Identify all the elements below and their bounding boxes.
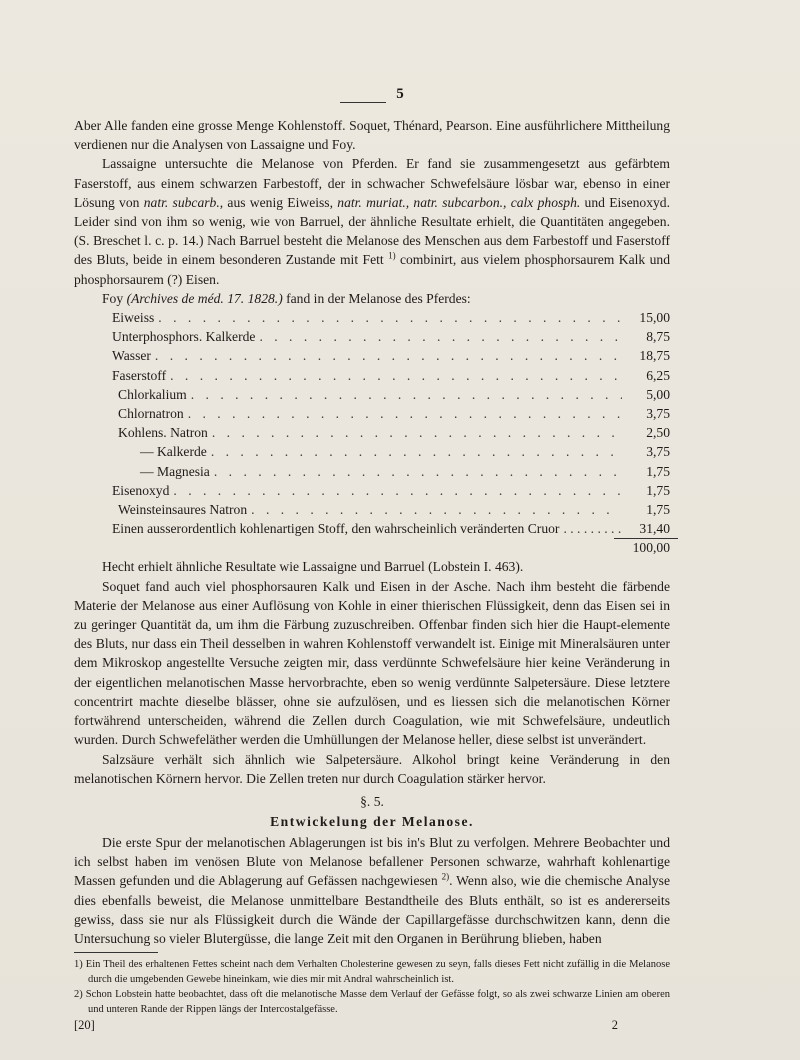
row-value: 8,75 <box>646 329 670 345</box>
leader-dots <box>211 442 622 461</box>
paragraph-foy-citation: (Archives de méd. 17. 1828.) <box>126 290 283 306</box>
paragraph-hecht: Hecht erhielt ähnliche Resultate wie Lassaigne und Barruel (Lobstein I. 463). <box>102 559 524 575</box>
row-label: Kohlens. Natron <box>118 425 208 441</box>
row-value: 6,25 <box>646 367 670 383</box>
row-value: 1,75 <box>646 482 670 498</box>
leader-dots <box>158 308 622 327</box>
paragraph-foy <box>74 289 670 308</box>
paragraph-lassaigne-text-a: Lassaigne untersuchte die Melanose von Pferden. Er fand sie zusammengesetzt aus gefärbtem Faserstoff, aus einem schwarzen Farbestoff, der in schwacher Schwefelsäure lösbar war, ebenso in einer Lösung von <box>74 156 670 210</box>
table-row <box>74 346 670 365</box>
analysis-table <box>74 308 670 557</box>
page-number: 5 <box>396 86 404 102</box>
row-value: 2,50 <box>646 425 670 441</box>
row-label: — Kalkerde <box>140 444 207 460</box>
paragraph-entwickelung <box>74 833 670 948</box>
leader-dots <box>173 481 622 500</box>
row-value: 1,75 <box>646 502 670 518</box>
row-value: 5,00 <box>646 386 670 402</box>
row-value: 3,75 <box>646 406 670 422</box>
row-label: Chlorkalium <box>118 386 187 402</box>
leader-dots <box>259 327 622 346</box>
leader-dots <box>188 404 622 423</box>
footer-plate-number: [20] <box>74 1018 95 1033</box>
row-label: Eiweiss <box>112 310 155 326</box>
paragraph-intro: Aber Alle fanden eine grosse Menge Kohlenstoff. Soquet, Thénard, Pearson. Eine ausführlichere Mittheilung verdienen nur die Analysen von Lassaigne und Foy. <box>74 118 670 153</box>
row-value: 3,75 <box>646 444 670 460</box>
paragraph-entwickelung-text-b: . Wenn also, wie die chemische Analyse dies ebenfalls beweist, die Melanose unmittelbare Bestandtheile des Bluts enthält, so ist es andererseits gewiss, dass sie nur als Flüssigkeit durch die Wände der Capillargefässe durchschwitzen kann, denn die Untersuchung so vieler Blutergüsse, die lange Zeit mit den Organen in Berührung blieben, haben <box>74 873 671 946</box>
table-row <box>74 404 670 423</box>
paragraph-lassaigne <box>74 154 670 288</box>
table-row <box>74 385 670 404</box>
paragraph-lassaigne-text-d: combinirt, aus vielem phosphorsaurem Kalk und phosphorsaurem (?) Eisen. <box>74 252 670 287</box>
leader-dots <box>170 366 622 385</box>
leader-dots <box>212 423 622 442</box>
page-number-rule <box>340 102 386 103</box>
section-title: Entwickelung der Melanose. <box>270 813 474 829</box>
table-total <box>74 538 670 557</box>
table-row <box>74 500 670 519</box>
leader-dots <box>251 500 622 519</box>
row-label: Wasser <box>112 348 151 364</box>
paragraph-entwickelung-text-a: Die erste Spur der melanotischen Ablagerungen ist bis in's Blut zu verfolgen. Mehrere Beobachter und ich selbst haben im venösen Blute von Melanose befallener Personen schwarze, wahrhaft kohlenartige Massen gefunden und die Ablagerung auf Gefässen nachgewiesen <box>74 834 670 889</box>
leader-dots <box>191 385 622 404</box>
table-row <box>74 519 670 538</box>
row-label: Chlornatron <box>118 406 184 422</box>
total-value: 100,00 <box>614 538 678 557</box>
paragraph-soquet: Soquet fand auch viel phosphorsauren Kalk und Eisen in der Asche. Nach ihm besteht die färbende Materie der Melanose aus einer Auflösung von Kohle in einer thierischen Flüssigkeit, denn das Eisen sei in zu geringer Quantität da, um ihm die Färbung zuzuschreiben. Offenbar finden sich hier die Haupt-elemente des Bluts, nur dass ein Theil desselben in wahren Kohlenstoff verwandelt ist. Einige mit Mineralsäuren unter dem Mikroskop angestellte Versuche zeigten mir, dass verdünnte Schwefelsäure hier keine Veränderung in der eigentlichen melanotischen Masse hervorbrachte, eben so wenig verdünnte Salpetersäure. Diese letztere concentrirt machte dieselbe blässer, ohne sie aufzulösen, und es liessen sich die melanotischen Körner fortwährend unterscheiden, während die Zellen durch Coagulation, wie mit Schwefelsäure, undeutlich wurden. Durch Schwefeläther werden die Umhüllungen der Melanose heller, diese selbst ist unverändert. <box>74 578 670 748</box>
leader-dots <box>563 519 622 538</box>
paragraph-salzsaeure: Salzsäure verhält sich ähnlich wie Salpetersäure. Alkohol bringt keine Veränderung in den melanotischen Körnern hervor. Die Zellen treten nur durch Coagulation stärker hervor. <box>74 751 670 786</box>
row-label: Weinsteinsaures Natron <box>118 502 248 518</box>
row-label: Unterphosphors. Kalkerde <box>112 329 256 345</box>
footnote-rule <box>74 952 158 953</box>
section-number: §. 5. <box>360 793 384 809</box>
row-label: Faserstoff <box>112 367 167 383</box>
table-row <box>74 366 670 385</box>
paragraph-foy-text-b: fand in der Melanose des Pferdes: <box>282 290 471 306</box>
row-value: 1,75 <box>646 463 670 479</box>
leader-dots <box>214 462 622 481</box>
row-label: — Magnesia <box>140 463 210 479</box>
paragraph-lassaigne-italic-b: natr. muriat., natr. subcarbon., calx phosph. <box>337 194 581 210</box>
paragraph-foy-text-a: Foy <box>102 290 127 306</box>
footnote-2: 2) Schon Lobstein hatte beobachtet, dass oft die melanotische Masse dem Verlauf der Gefässe folgt, so als zwei schwarze Linien am oberen und unteren Rande der Rippen längs der Intercostalgefässe. <box>74 989 670 1016</box>
table-row <box>74 481 670 500</box>
footnote-ref-2: 2) <box>441 871 450 882</box>
page-body <box>74 116 670 1033</box>
row-value: 31,40 <box>639 521 670 537</box>
paragraph-lassaigne-text-b: , aus wenig Eiweiss, <box>219 194 338 210</box>
row-label: Eisenoxyd <box>112 482 170 498</box>
table-row <box>74 462 670 481</box>
row-value: 15,00 <box>639 310 670 326</box>
table-row <box>74 308 670 327</box>
page-footer <box>74 1018 670 1033</box>
row-label: Einen ausserordentlich kohlenartigen Stoff, den wahrscheinlich veränderten Cruor <box>112 521 560 537</box>
table-row <box>74 327 670 346</box>
footnote-1: 1) Ein Theil des erhaltenen Fettes scheint nach dem Verhalten Cholesterine gewesen zu seyn, falls dieses Fett nicht zufällig in die Melanose durch die umgebenden Gewebe hineinkam, wie dies mir mit Andral wahrscheinlich ist. <box>74 959 670 986</box>
paragraph-lassaigne-text-c: und Eisenoxyd. Leider sind von ihm so wenig, wie von Barruel, der ähnliche Resultate erhielt, die Quantitäten angegeben. (S. Breschet l. c. p. 14.) Nach Barruel besteht die Melanose des Menschen aus dem Farbestoff und Faserstoff des Bluts, beide in einem besonderen Zustande mit Fett <box>74 194 670 268</box>
row-value: 18,75 <box>639 348 670 364</box>
footnote-ref-1: 1) <box>388 250 396 261</box>
footer-signature-mark: 2 <box>611 1018 618 1033</box>
table-row <box>74 442 670 461</box>
leader-dots <box>155 346 622 365</box>
paragraph-lassaigne-italic-a: natr. subcarb. <box>143 194 220 210</box>
table-row <box>74 423 670 442</box>
